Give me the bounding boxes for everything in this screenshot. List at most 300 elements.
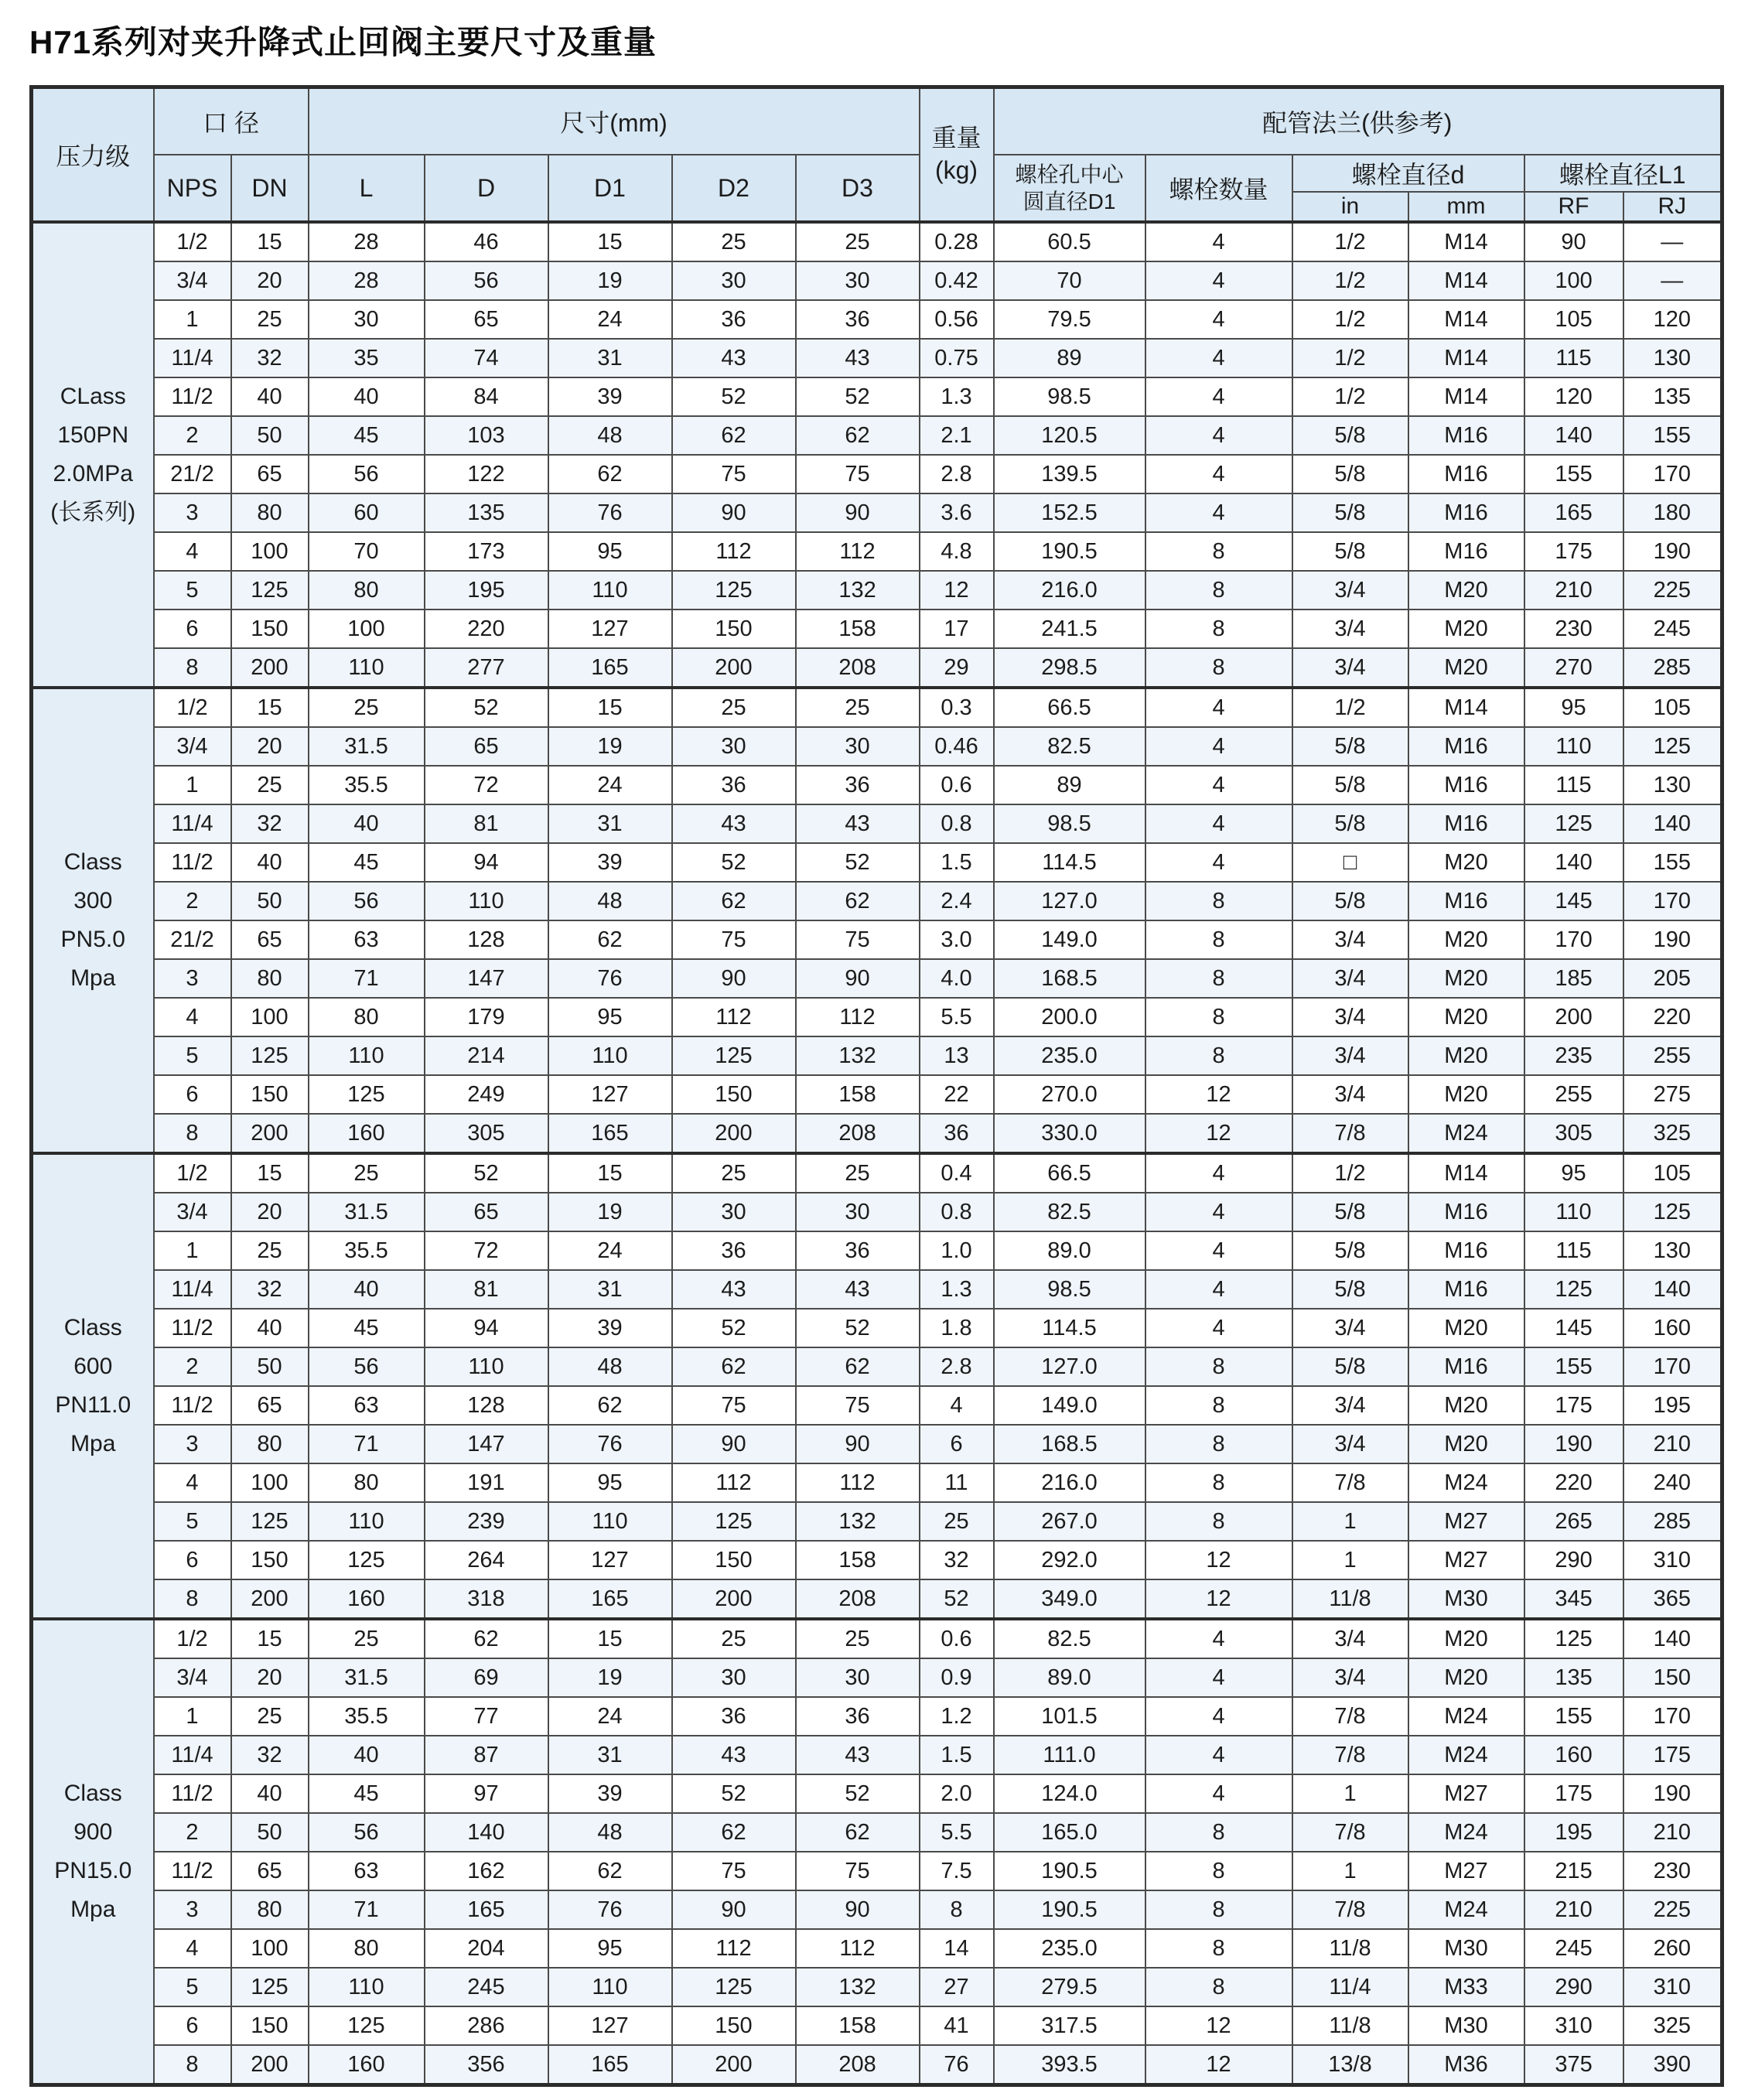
cell-rf: 190 [1524,1425,1623,1463]
cell-bolt-dia-mm: M33 [1408,1968,1524,2006]
cell-bolt-circle: 82.5 [994,1193,1145,1231]
table-row [32,1579,1722,1619]
cell-bolt-circle: 124.0 [994,1774,1145,1813]
cell-l: 110 [309,1502,425,1541]
cell-bolt-qty: 4 [1145,1153,1292,1193]
cell-nps: 6 [154,1541,231,1579]
cell-weight: 8 [920,1890,994,1929]
cell-d3: 62 [796,1347,920,1386]
cell-d: 52 [425,1153,548,1193]
cell-bolt-dia-in: 1/2 [1292,688,1408,727]
cell-weight: 1.2 [920,1697,994,1736]
cell-bolt-dia-in: 7/8 [1292,1813,1408,1852]
cell-bolt-dia-in: 5/8 [1292,1193,1408,1231]
cell-nps: 11/4 [154,1270,231,1309]
cell-bolt-qty: 8 [1145,959,1292,998]
cell-l: 25 [309,1153,425,1193]
cell-rj: 245 [1623,610,1722,648]
cell-bolt-circle: 89 [994,766,1145,804]
cell-rf: 105 [1524,300,1623,339]
cell-rj: 140 [1623,804,1722,843]
cell-bolt-circle: 292.0 [994,1541,1145,1579]
header-bolt-len: 螺栓直径L1 [1524,155,1722,192]
cell-weight: 1.0 [920,1231,994,1270]
cell-nps: 1/2 [154,688,231,727]
cell-d1: 15 [548,1619,672,1658]
cell-bolt-dia-mm: M16 [1408,493,1524,532]
table-row [32,959,1722,998]
cell-d2: 200 [672,2045,796,2085]
cell-nps: 3 [154,959,231,998]
cell-nps: 5 [154,1502,231,1541]
cell-d3: 158 [796,1541,920,1579]
pressure-class-label: Class 600 PN11.0 Mpa [32,1153,154,1619]
cell-bolt-dia-in: 3/4 [1292,998,1408,1036]
cell-d3: 25 [796,1619,920,1658]
cell-dn: 125 [231,1036,309,1075]
cell-weight: 0.3 [920,688,994,727]
cell-d3: 75 [796,455,920,493]
cell-rj: 190 [1623,532,1722,571]
header-dim-d2: D2 [672,155,796,222]
cell-d1: 24 [548,300,672,339]
table-row [32,920,1722,959]
cell-d1: 76 [548,1890,672,1929]
cell-rj: 390 [1623,2045,1722,2085]
cell-bolt-qty: 8 [1145,1425,1292,1463]
table-row [32,1929,1722,1968]
cell-bolt-qty: 4 [1145,1231,1292,1270]
cell-rj: 275 [1623,1075,1722,1114]
table-row [32,1114,1722,1153]
cell-nps: 2 [154,882,231,920]
cell-rf: 290 [1524,1968,1623,2006]
cell-d1: 48 [548,1347,672,1386]
cell-l: 56 [309,882,425,920]
cell-d1: 127 [548,1541,672,1579]
cell-nps: 3/4 [154,727,231,766]
cell-bolt-dia-mm: M14 [1408,377,1524,416]
cell-nps: 4 [154,1463,231,1502]
cell-bolt-qty: 4 [1145,1309,1292,1347]
cell-bolt-dia-in: 3/4 [1292,648,1408,688]
table-row [32,648,1722,688]
cell-nps: 1 [154,1697,231,1736]
cell-d1: 165 [548,2045,672,2085]
cell-l: 110 [309,1968,425,2006]
cell-nps: 6 [154,1075,231,1114]
cell-dn: 200 [231,648,309,688]
cell-d: 77 [425,1697,548,1736]
cell-bolt-circle: 165.0 [994,1813,1145,1852]
cell-bolt-circle: 139.5 [994,455,1145,493]
cell-d: 191 [425,1463,548,1502]
cell-d2: 75 [672,1386,796,1425]
table-row [32,1425,1722,1463]
cell-d3: 36 [796,1231,920,1270]
cell-l: 56 [309,455,425,493]
cell-rj: 150 [1623,1658,1722,1697]
cell-d2: 200 [672,1579,796,1619]
cell-weight: 0.8 [920,804,994,843]
cell-bolt-dia-mm: M20 [1408,610,1524,648]
cell-bolt-dia-in: 3/4 [1292,1075,1408,1114]
cell-weight: 11 [920,1463,994,1502]
cell-dn: 200 [231,1114,309,1153]
cell-d3: 36 [796,766,920,804]
cell-d: 65 [425,727,548,766]
cell-d3: 30 [796,1658,920,1697]
cell-bolt-dia-mm: M16 [1408,1347,1524,1386]
cell-weight: 1.3 [920,1270,994,1309]
cell-d1: 15 [548,1153,672,1193]
cell-dn: 65 [231,920,309,959]
cell-rf: 95 [1524,688,1623,727]
cell-d1: 19 [548,261,672,300]
cell-weight: 76 [920,2045,994,2085]
cell-d1: 165 [548,1579,672,1619]
cell-d: 162 [425,1852,548,1890]
cell-rf: 135 [1524,1658,1623,1697]
cell-bolt-circle: 279.5 [994,1968,1145,2006]
cell-d: 356 [425,2045,548,2085]
header-weight-unit: (kg) [934,156,978,184]
cell-d: 245 [425,1968,548,2006]
cell-rf: 175 [1524,1774,1623,1813]
cell-d: 195 [425,571,548,610]
cell-d: 46 [425,222,548,261]
cell-rj: 190 [1623,1774,1722,1813]
cell-d2: 75 [672,1852,796,1890]
cell-nps: 1/2 [154,1153,231,1193]
cell-bolt-dia-in: 5/8 [1292,455,1408,493]
cell-d1: 62 [548,455,672,493]
cell-rf: 200 [1524,998,1623,1036]
cell-nps: 11/2 [154,1309,231,1347]
cell-dn: 200 [231,1579,309,1619]
cell-dn: 65 [231,455,309,493]
cell-dn: 150 [231,610,309,648]
table-row [32,261,1722,300]
cell-weight: 0.4 [920,1153,994,1193]
cell-bolt-circle: 114.5 [994,1309,1145,1347]
table-row [32,1309,1722,1347]
cell-dn: 125 [231,1502,309,1541]
cell-rj: 180 [1623,493,1722,532]
cell-d3: 75 [796,1386,920,1425]
cell-bolt-dia-in: 1/2 [1292,222,1408,261]
cell-l: 71 [309,1890,425,1929]
cell-d: 214 [425,1036,548,1075]
cell-bolt-circle: 330.0 [994,1114,1145,1153]
header-bolt-circle-line1: 螺栓孔中心 [1015,162,1124,186]
cell-l: 40 [309,804,425,843]
cell-d1: 110 [548,571,672,610]
cell-d2: 52 [672,1309,796,1347]
cell-d1: 24 [548,1231,672,1270]
header-dim-d3: D3 [796,155,920,222]
cell-bolt-qty: 4 [1145,1193,1292,1231]
cell-d: 72 [425,1231,548,1270]
cell-dn: 20 [231,1658,309,1697]
cell-d2: 52 [672,1774,796,1813]
header-pressure-class: 压力级 [32,87,154,223]
cell-dn: 15 [231,1619,309,1658]
table-row [32,1347,1722,1386]
cell-d1: 95 [548,1929,672,1968]
cell-rj: 140 [1623,1619,1722,1658]
cell-d: 286 [425,2006,548,2045]
cell-rj: 125 [1623,1193,1722,1231]
cell-rf: 270 [1524,648,1623,688]
cell-bolt-dia-mm: M20 [1408,1425,1524,1463]
cell-d2: 43 [672,804,796,843]
cell-dn: 65 [231,1386,309,1425]
cell-rj: 160 [1623,1309,1722,1347]
cell-weight: 2.8 [920,1347,994,1386]
cell-d2: 75 [672,455,796,493]
cell-bolt-qty: 8 [1145,532,1292,571]
cell-d2: 200 [672,1114,796,1153]
cell-weight: 5.5 [920,998,994,1036]
cell-bolt-qty: 8 [1145,1968,1292,2006]
cell-bolt-circle: 98.5 [994,377,1145,416]
cell-rf: 125 [1524,1619,1623,1658]
cell-weight: 52 [920,1579,994,1619]
cell-d1: 110 [548,1968,672,2006]
cell-nps: 5 [154,1036,231,1075]
cell-d3: 52 [796,1309,920,1347]
cell-d: 110 [425,882,548,920]
pressure-class-label: CLass 150PN 2.0MPa (长系列) [32,222,154,688]
cell-d3: 90 [796,1890,920,1929]
cell-bolt-circle: 216.0 [994,1463,1145,1502]
cell-nps: 2 [154,416,231,455]
cell-bolt-dia-mm: M30 [1408,1929,1524,1968]
cell-bolt-qty: 8 [1145,610,1292,648]
header-dim-d1: D1 [548,155,672,222]
table-row [32,1697,1722,1736]
pressure-class-label: Class 300 PN5.0 Mpa [32,688,154,1153]
cell-bolt-qty: 12 [1145,1075,1292,1114]
cell-d2: 112 [672,1463,796,1502]
cell-d1: 62 [548,1386,672,1425]
cell-d: 204 [425,1929,548,1968]
cell-bolt-dia-mm: M20 [1408,1075,1524,1114]
cell-weight: 25 [920,1502,994,1541]
cell-nps: 6 [154,2006,231,2045]
cell-d1: 76 [548,1425,672,1463]
cell-rj: 170 [1623,1697,1722,1736]
cell-bolt-circle: 168.5 [994,1425,1145,1463]
cell-bolt-dia-mm: M20 [1408,648,1524,688]
cell-dn: 80 [231,959,309,998]
cell-weight: 2.4 [920,882,994,920]
cell-bolt-dia-in: 13/8 [1292,2045,1408,2085]
cell-bolt-dia-mm: M16 [1408,1231,1524,1270]
cell-d2: 125 [672,571,796,610]
table-body [32,222,1722,2085]
table-row [32,532,1722,571]
cell-weight: 0.6 [920,1619,994,1658]
cell-rf: 375 [1524,2045,1623,2085]
cell-bolt-qty: 12 [1145,1541,1292,1579]
cell-bolt-circle: 152.5 [994,493,1145,532]
cell-bolt-circle: 149.0 [994,920,1145,959]
cell-weight: 4.8 [920,532,994,571]
cell-d2: 150 [672,610,796,648]
cell-d3: 62 [796,1813,920,1852]
cell-bolt-dia-in: 11/4 [1292,1968,1408,2006]
cell-bolt-dia-mm: M27 [1408,1852,1524,1890]
table-row [32,610,1722,648]
cell-dn: 25 [231,766,309,804]
cell-d: 56 [425,261,548,300]
cell-dn: 32 [231,1270,309,1309]
cell-rf: 115 [1524,1231,1623,1270]
cell-bolt-dia-in: 7/8 [1292,1736,1408,1774]
cell-bolt-dia-mm: M14 [1408,222,1524,261]
cell-bolt-qty: 4 [1145,1774,1292,1813]
cell-d2: 112 [672,998,796,1036]
cell-d: 128 [425,1386,548,1425]
cell-rf: 215 [1524,1852,1623,1890]
cell-d3: 43 [796,1270,920,1309]
cell-weight: 4.0 [920,959,994,998]
cell-d1: 95 [548,998,672,1036]
cell-bolt-dia-mm: M27 [1408,1774,1524,1813]
cell-d3: 112 [796,532,920,571]
table-row [32,804,1722,843]
cell-d: 97 [425,1774,548,1813]
cell-d1: 19 [548,1658,672,1697]
cell-d2: 125 [672,1502,796,1541]
cell-d: 179 [425,998,548,1036]
cell-rj: 105 [1623,688,1722,727]
cell-bolt-dia-in: 1/2 [1292,339,1408,377]
cell-l: 31.5 [309,1193,425,1231]
cell-rj: 175 [1623,1736,1722,1774]
cell-bolt-dia-mm: M20 [1408,1309,1524,1347]
cell-bolt-dia-mm: M16 [1408,532,1524,571]
cell-nps: 11/4 [154,804,231,843]
cell-bolt-dia-in: 3/4 [1292,959,1408,998]
cell-l: 35.5 [309,766,425,804]
cell-d1: 95 [548,1463,672,1502]
cell-d3: 62 [796,416,920,455]
cell-weight: 0.75 [920,339,994,377]
cell-bolt-qty: 4 [1145,377,1292,416]
cell-weight: 0.56 [920,300,994,339]
table-row [32,377,1722,416]
cell-bolt-dia-in: □ [1292,843,1408,882]
header-bolt-circle-line2: 圆直径D1 [1023,190,1116,213]
cell-weight: 0.9 [920,1658,994,1697]
cell-dn: 32 [231,804,309,843]
cell-bolt-qty: 4 [1145,1736,1292,1774]
cell-bolt-dia-in: 5/8 [1292,727,1408,766]
cell-d: 84 [425,377,548,416]
cell-bolt-dia-mm: M14 [1408,339,1524,377]
cell-rf: 115 [1524,339,1623,377]
cell-dn: 150 [231,1541,309,1579]
cell-d1: 127 [548,610,672,648]
table-row [32,1386,1722,1425]
cell-dn: 25 [231,300,309,339]
cell-bolt-dia-mm: M16 [1408,1193,1524,1231]
cell-d3: 90 [796,493,920,532]
cell-l: 71 [309,1425,425,1463]
cell-d2: 90 [672,1890,796,1929]
cell-l: 125 [309,1541,425,1579]
table-row [32,998,1722,1036]
cell-rf: 100 [1524,261,1623,300]
cell-d1: 15 [548,222,672,261]
cell-rj: 195 [1623,1386,1722,1425]
cell-bolt-dia-mm: M16 [1408,455,1524,493]
header-nps: NPS [154,155,231,222]
cell-nps: 1/2 [154,1619,231,1658]
cell-bolt-dia-in: 5/8 [1292,493,1408,532]
cell-d2: 62 [672,416,796,455]
cell-d1: 31 [548,1736,672,1774]
cell-bolt-dia-in: 3/4 [1292,1619,1408,1658]
cell-nps: 6 [154,610,231,648]
cell-d3: 36 [796,1697,920,1736]
cell-bolt-dia-in: 3/4 [1292,920,1408,959]
cell-bolt-dia-in: 3/4 [1292,610,1408,648]
cell-d3: 52 [796,1774,920,1813]
page-title: H71系列对夹升降式止回阀主要尺寸及重量 [29,24,657,60]
cell-d2: 75 [672,920,796,959]
cell-d1: 39 [548,1774,672,1813]
cell-weight: 1.5 [920,843,994,882]
cell-bolt-dia-in: 7/8 [1292,1463,1408,1502]
cell-d1: 39 [548,377,672,416]
cell-bolt-dia-mm: M24 [1408,1463,1524,1502]
cell-d1: 19 [548,727,672,766]
table-row [32,1153,1722,1193]
cell-nps: 4 [154,998,231,1036]
cell-l: 45 [309,1309,425,1347]
cell-nps: 3 [154,1890,231,1929]
cell-rj: 210 [1623,1813,1722,1852]
cell-rf: 255 [1524,1075,1623,1114]
cell-bolt-circle: 200.0 [994,998,1145,1036]
cell-d2: 25 [672,1619,796,1658]
cell-d3: 112 [796,998,920,1036]
header-bolt-len-rf: RF [1524,192,1623,222]
cell-bolt-dia-mm: M16 [1408,1270,1524,1309]
cell-d2: 200 [672,648,796,688]
cell-rj: 365 [1623,1579,1722,1619]
cell-bolt-dia-in: 3/4 [1292,1658,1408,1697]
cell-bolt-qty: 4 [1145,843,1292,882]
cell-bolt-qty: 12 [1145,2006,1292,2045]
cell-bolt-dia-mm: M14 [1408,261,1524,300]
cell-dn: 80 [231,493,309,532]
cell-nps: 21/2 [154,920,231,959]
cell-d3: 75 [796,920,920,959]
cell-rj: — [1623,261,1722,300]
table-row [32,727,1722,766]
cell-rj: 125 [1623,727,1722,766]
cell-d2: 112 [672,532,796,571]
cell-rj: 255 [1623,1036,1722,1075]
cell-dn: 15 [231,1153,309,1193]
cell-d3: 90 [796,959,920,998]
cell-rj: 240 [1623,1463,1722,1502]
